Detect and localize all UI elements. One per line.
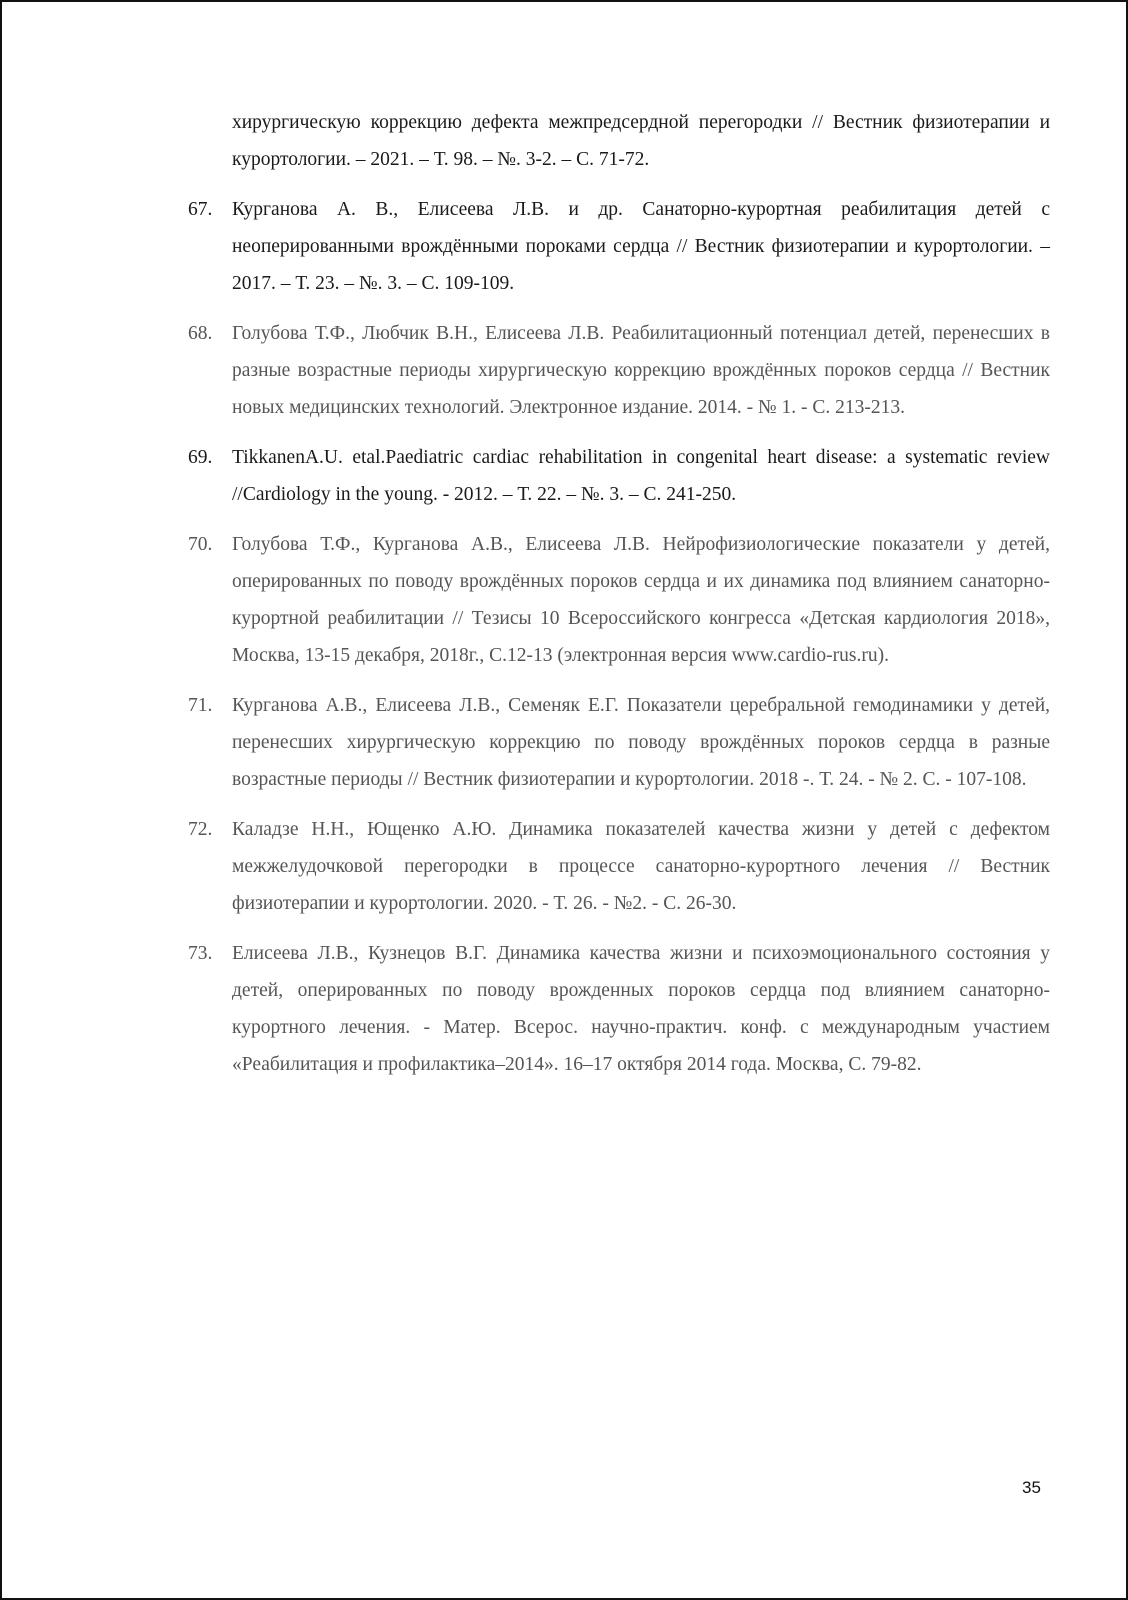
reference-item-68 — [188, 315, 1050, 426]
reference-number: 69. — [188, 447, 213, 468]
reference-number: 71. — [188, 695, 213, 716]
reference-text: Голубова Т.Ф., Любчик В.Н., Елисеева Л.В. Реабилитационный потенциал детей, перенесших в разные возрастные периоды хирургическую коррекцию врождённых пороков сердца // Вестник новых медицинских технологий. Электронное издание. 2014. - № 1. - С. 213-213. — [232, 323, 1050, 418]
reference-text: Голубова Т.Ф., Курганова А.В., Елисеева Л.В. Нейрофизиологические показатели у детей, оперированных по поводу врождённых пороков сердца и их динамика под влиянием санаторно-курортной реабилитации // Тезисы 10 Всероссийского конгресса «Детская кардиология 2018», Москва, 13-15 декабря, 2018г., С.12-13 (электронная версия www.cardio-rus.ru). — [232, 534, 1050, 666]
reference-list — [188, 191, 1050, 1083]
page-number: 35 — [1022, 1478, 1041, 1497]
reference-item-71 — [188, 687, 1050, 798]
reference-number: 67. — [188, 199, 213, 220]
reference-item-72 — [188, 811, 1050, 922]
reference-item-70 — [188, 526, 1050, 674]
reference-text: Каладзе Н.Н., Ющенко А.Ю. Динамика показателей качества жизни у детей с дефектом межжелудочковой перегородки в процессе санаторно-курортного лечения // Вестник физиотерапии и курортологии. 2020. - Т. 26. - №2. - С. 26-30. — [232, 819, 1050, 914]
reference-number: 73. — [188, 943, 213, 964]
reference-text: Курганова А. В., Елисеева Л.В. и др. Санаторно-курортная реабилитация детей с неоперированными врождёнными пороками сердца // Вестник физиотерапии и курортологии. – 2017. – Т. 23. – №. 3. – С. 109-109. — [232, 199, 1050, 294]
reference-number: 70. — [188, 534, 213, 555]
reference-continuation: хирургическую коррекцию дефекта межпредсердной перегородки // Вестник физиотерапии и курортологии. – 2021. – Т. 98. – №. 3-2. – С. 71-72. — [232, 112, 1050, 170]
reference-number: 68. — [188, 323, 213, 344]
reference-list-section — [188, 104, 1050, 1096]
reference-item-69 — [188, 439, 1050, 513]
reference-text: Курганова А.В., Елисеева Л.В., Семеняк Е.Г. Показатели церебральной гемодинамики у детей, перенесших хирургическую коррекцию по поводу врождённых пороков сердца в разные возрастные периоды // Вестник физиотерапии и курортологии. 2018 -. Т. 24. - № 2. С. - 107-108. — [232, 695, 1050, 790]
reference-number: 72. — [188, 819, 213, 840]
reference-item-67 — [188, 191, 1050, 302]
reference-text: TikkanenA.U. etal.Paediatric cardiac rehabilitation in congenital heart disease: a systematic review //Cardiology in the young. - 2012. – Т. 22. – №. 3. – С. 241-250. — [232, 447, 1050, 505]
reference-item-73 — [188, 935, 1050, 1083]
reference-text: Елисеева Л.В., Кузнецов В.Г. Динамика качества жизни и психоэмоционального состояния у детей, оперированных по поводу врожденных пороков сердца под влиянием санаторно-курортного лечения. - Матер. Всерос. научно-практич. конф. с международным участием «Реабилитация и профилактика–2014». 16–17 октября 2014 года. Москва, С. 79-82. — [232, 943, 1050, 1075]
